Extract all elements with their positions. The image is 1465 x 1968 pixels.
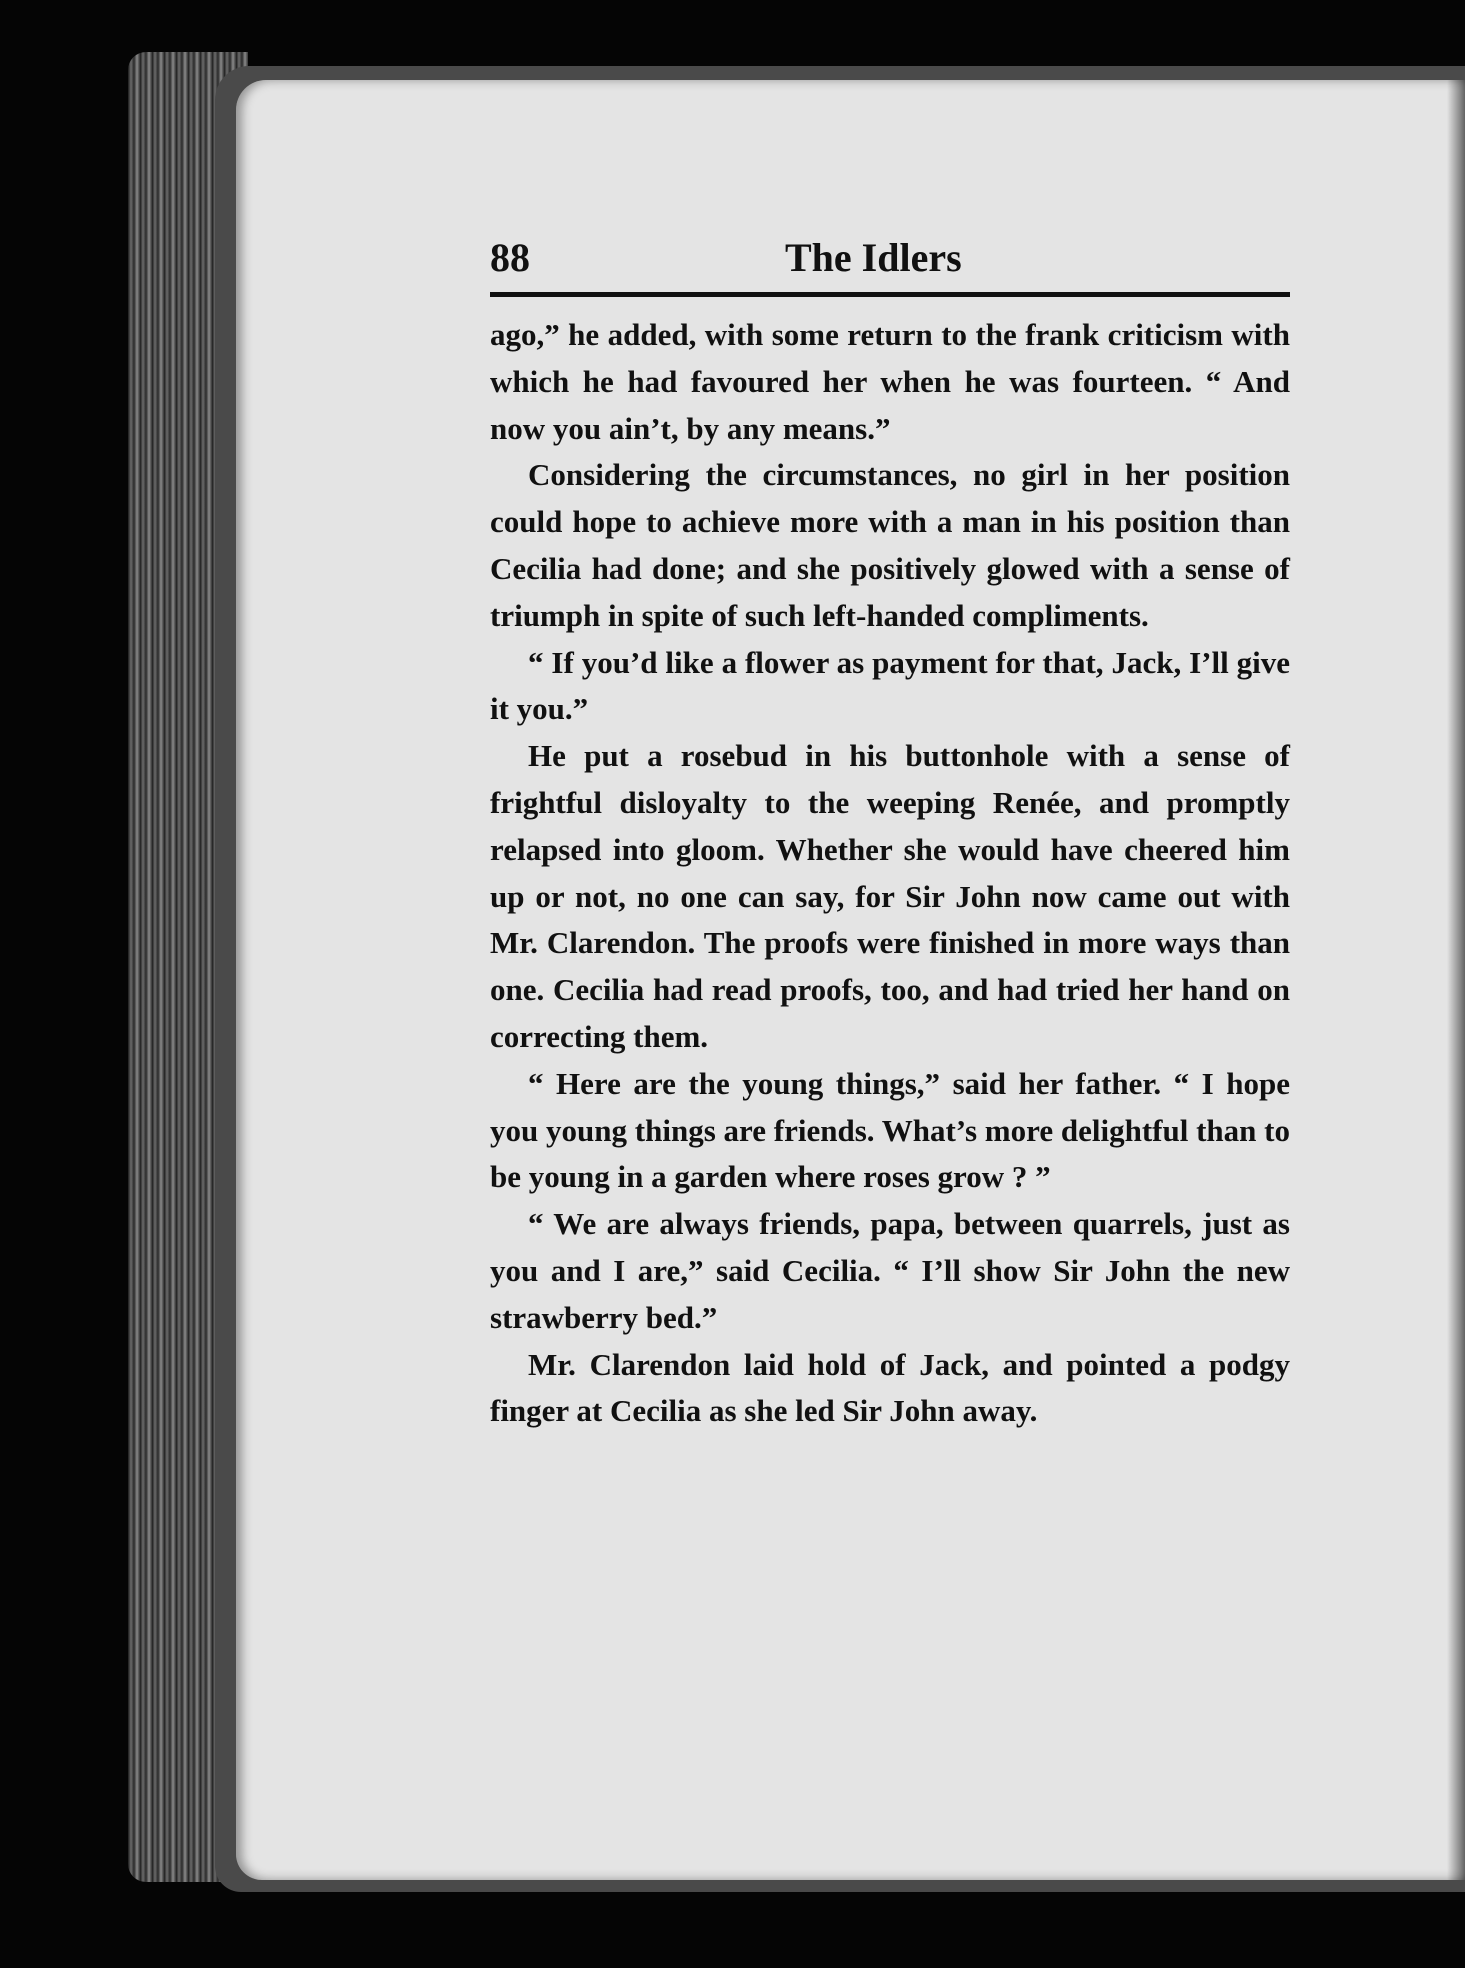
paragraph: Considering the circumstances, no girl in her position could hope to achieve more with a man in his position than Cecilia had done; and she positively glowed with a sense of triumph in spite of such left-handed compliments. (490, 457, 1290, 633)
body-text (490, 312, 1290, 1435)
paragraph: ago,” he added, with some return to the frank criticism with which he had favoured her when he was fourteen. “ And now you ain’t, by any means.” (490, 317, 1290, 446)
running-title: The Idlers (785, 235, 962, 280)
paragraph: Mr. Clarendon laid hold of Jack, and pointed a podgy finger at Cecilia as she led Sir John away. (490, 1346, 1290, 1429)
header-rule (490, 292, 1290, 297)
paragraph: “ Here are the young things,” said her father. “ I hope you young things are friends. What’s more delightful than to be young in a garden where roses grow ? ” (490, 1065, 1290, 1195)
paragraph: “ We are always friends, papa, between quarrels, just as you and I are,” said Cecilia. “ I’ll show Sir John the new strawberry bed.” (490, 1206, 1290, 1335)
page-number: 88 (490, 235, 530, 280)
paragraph: “ If you’d like a flower as payment for that, Jack, I’ll give it you.” (490, 644, 1290, 727)
page-shadow (1447, 80, 1465, 1880)
page-header (490, 228, 1290, 288)
paragraph: He put a rosebud in his buttonhole with a sense of frightful disloyalty to the weeping Renée, and promptly relapsed into gloom. Whether she would have cheered him up or not, no one can say, for Sir John now came out with Mr. Clarendon. The proofs were finished in more ways than one. Cecilia had read proofs, too, and had tried her hand on correcting them. (490, 738, 1290, 1054)
